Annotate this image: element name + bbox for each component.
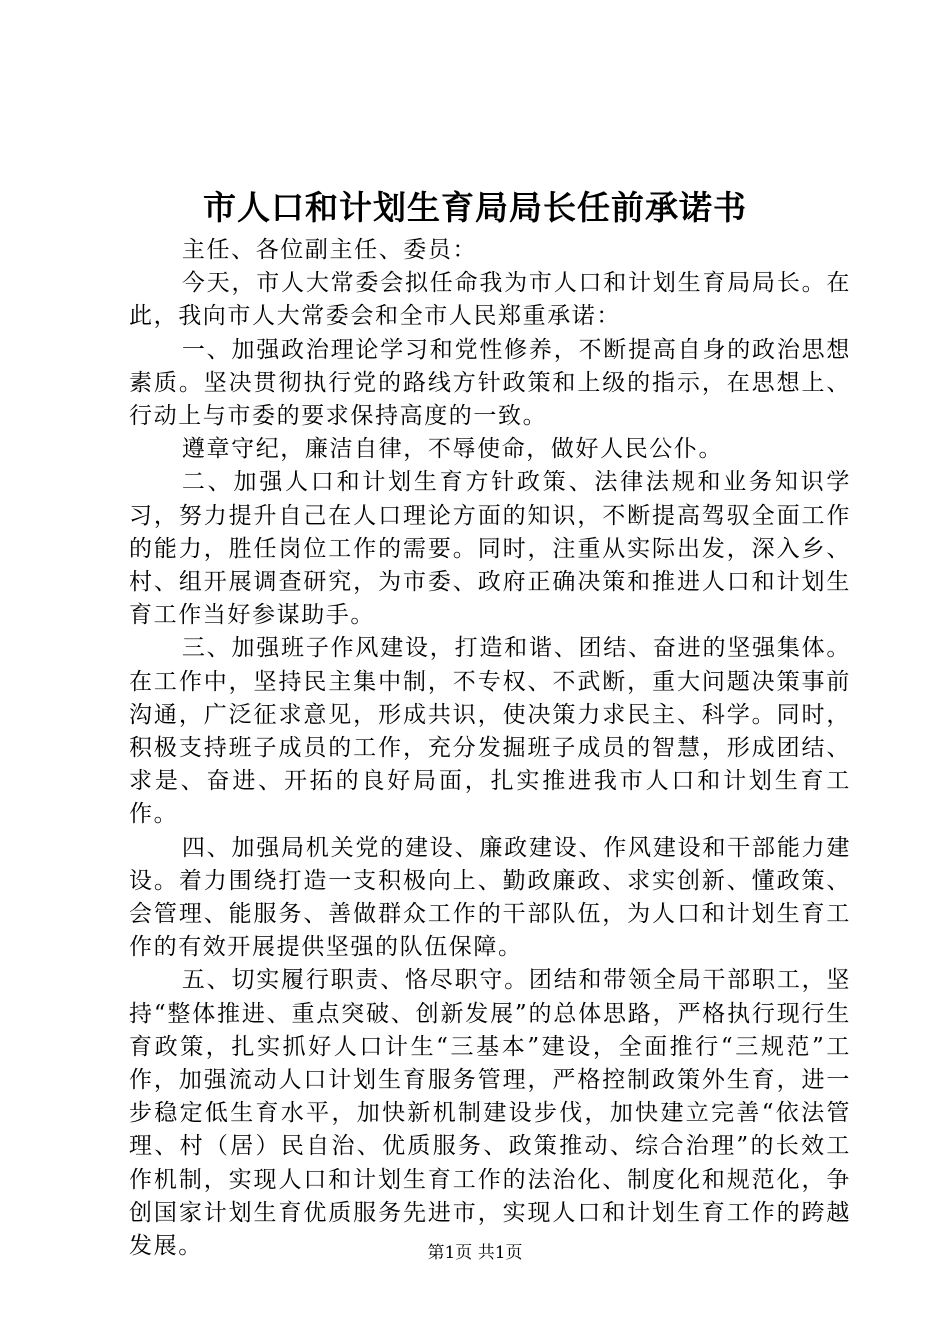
paragraph-2: 二、加强人口和计划生育方针政策、法律法规和业务知识学习，努力提升自己在人口理论方面的知识，不断提高驾驭全面工作的能力，胜任岗位工作的需要。同时，注重从实际出发，深入乡、村、组开展调查研究，为市委、政府正确决策和推进人口和计划生育工作当好参谋助手。	[129, 469, 851, 629]
page-number-footer: 第1页 共1页	[427, 1243, 523, 1263]
paragraph-3: 三、加强班子作风建设，打造和谐、团结、奋进的坚强集体。在工作中，坚持民主集中制，不专权、不武断，重大问题决策事前沟通，广泛征求意见，形成共识，使决策力求民主、科学。同时，积极支持班子成员的工作，充分发掘班子成员的智慧，形成团结、求是、奋进、开拓的良好局面，扎实推进我市人口和计划生育工作。	[129, 635, 851, 828]
paragraph-discipline: 遵章守纪，廉洁自律，不辱使命，做好人民公仆。	[181, 436, 724, 463]
document-body	[129, 234, 851, 1263]
paragraph-1: 一、加强政治理论学习和党性修养，不断提高自身的政治思想素质。坚决贯彻执行党的路线方针政策和上级的指示，在思想上、行动上与市委的要求保持高度的一致。	[129, 336, 851, 430]
salutation: 主任、各位副主任、委员：	[181, 237, 478, 263]
document-title: 市人口和计划生育局局长任前承诺书	[203, 188, 747, 227]
paragraph-5: 五、切实履行职责、恪尽职守。团结和带领全局干部职工，坚持“整体推进、重点突破、创新发展”的总体思路，严格执行现行生育政策，扎实抓好人口计生“三基本”建设，全面推行“三规范”工作，加强流动人口计划生育服务管理，严格控制政策外生育，进一步稳定低生育水平，加快新机制建设步伐，加快建立完善“依法管理、村（居）民自治、优质服务、政策推动、综合治理”的长效工作机制，实现人口和计划生育工作的法治化、制度化和规范化，争创国家计划生育优质服务先进市，实现人口和计划生育工作的跨越发展。	[129, 967, 851, 1260]
paragraph-intro: 今天，市人大常委会拟任命我为市人口和计划生育局局长。在此，我向市人大常委会和全市人民郑重承诺：	[129, 270, 851, 330]
paragraph-4: 四、加强局机关党的建设、廉政建设、作风建设和干部能力建设。着力围绕打造一支积极向上、勤政廉政、求实创新、懂政策、会管理、能服务、善做群众工作的干部队伍，为人口和计划生育工作的有效开展提供坚强的队伍保障。	[129, 834, 851, 961]
